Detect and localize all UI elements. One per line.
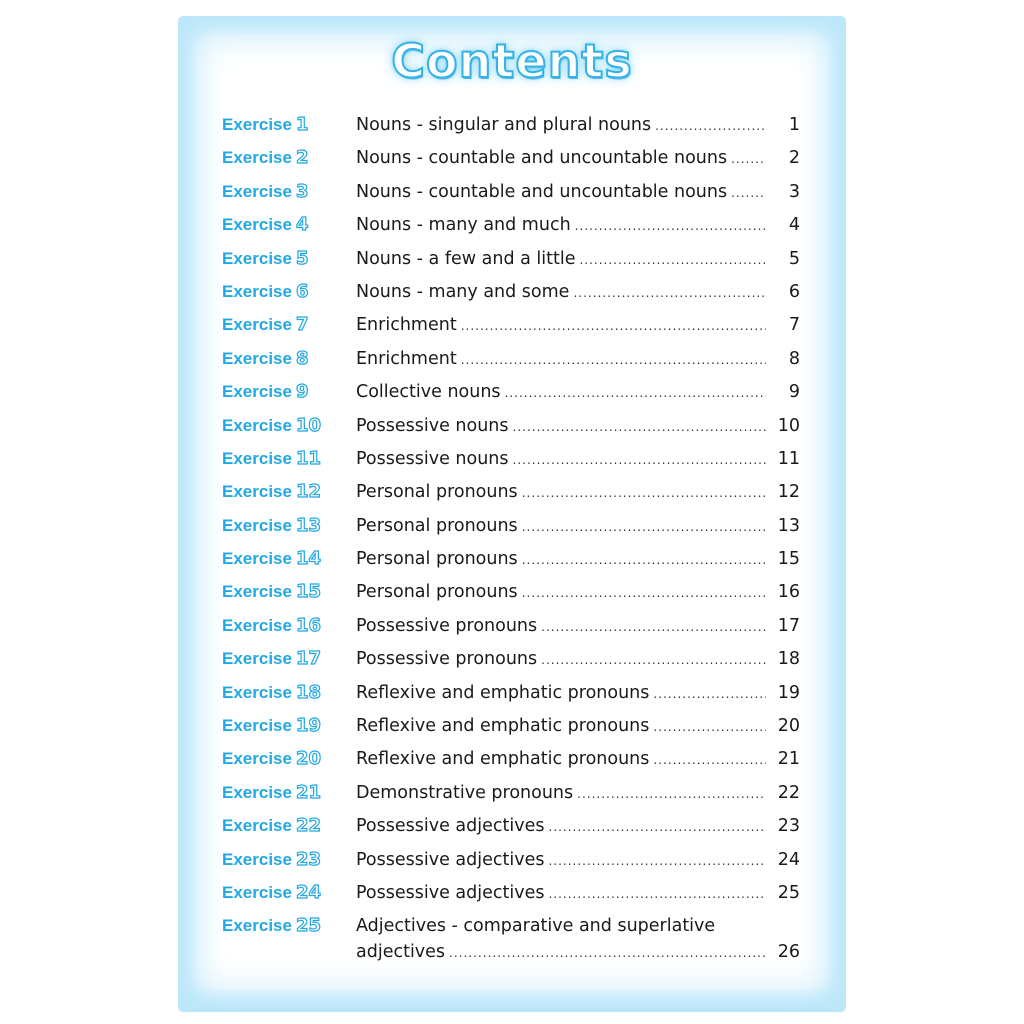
- topic-title: Possessive adjectives: [356, 816, 545, 837]
- topic: [356, 446, 766, 473]
- exercise-label: [222, 680, 321, 706]
- topic: [356, 145, 766, 172]
- exercise-number: 20: [295, 748, 322, 770]
- exercise-word: Exercise: [222, 849, 292, 869]
- topic-title: Possessive pronouns: [356, 615, 538, 636]
- dot-leader: [522, 480, 766, 506]
- exercise-number: 2: [295, 147, 309, 169]
- dot-leader: [653, 714, 766, 740]
- topic: [356, 112, 766, 139]
- topic: [356, 379, 766, 406]
- exercise-number: 22: [295, 815, 322, 837]
- exercise-word: Exercise: [222, 448, 292, 468]
- topic: [356, 179, 766, 206]
- page-title: Contents: [391, 34, 633, 88]
- exercise-word: Exercise: [222, 816, 292, 836]
- exercise-word: Exercise: [222, 415, 292, 435]
- dot-leader: [461, 347, 766, 373]
- exercise-label: [222, 145, 308, 171]
- topic-title: Nouns - many and much: [356, 215, 571, 236]
- topic-title: Demonstrative pronouns: [356, 782, 574, 803]
- contents-entry: [222, 513, 802, 546]
- page-number: 6: [788, 281, 800, 302]
- exercise-number: 19: [295, 715, 322, 737]
- topic: [356, 913, 766, 966]
- topic-title: Nouns - countable and uncountable nouns: [356, 181, 728, 202]
- page-number: 9: [788, 382, 800, 403]
- exercise-word: Exercise: [222, 115, 292, 134]
- topic: [356, 546, 766, 573]
- exercise-word: Exercise: [222, 615, 292, 635]
- contents-entry: [222, 246, 802, 279]
- contents-entry: [222, 479, 802, 512]
- exercise-number: 25: [295, 915, 322, 937]
- exercise-word: Exercise: [222, 348, 292, 368]
- topic: [356, 479, 766, 506]
- dot-leader: [575, 213, 766, 239]
- exercise-number: 6: [295, 280, 309, 302]
- exercise-number: 12: [295, 481, 322, 503]
- topic-title: Possessive nouns: [356, 448, 509, 469]
- exercise-label: [222, 446, 321, 472]
- dot-leader: [513, 447, 766, 473]
- topic-title: Enrichment: [356, 348, 457, 369]
- page-number: 1: [788, 115, 800, 135]
- page-number: 22: [777, 782, 800, 803]
- page-number: 24: [777, 849, 800, 870]
- page-number: 4: [788, 215, 800, 236]
- topic: [356, 212, 766, 239]
- dot-leader: [522, 580, 766, 606]
- page-number: 12: [777, 482, 800, 503]
- topic-title: Personal pronouns: [356, 549, 518, 570]
- exercise-number: 4: [295, 214, 309, 236]
- topic: [356, 312, 766, 339]
- exercise-word: Exercise: [222, 882, 292, 902]
- exercise-label: [222, 713, 321, 739]
- exercise-number: 11: [295, 447, 322, 469]
- contents-entry: [222, 613, 802, 646]
- topic-title: Nouns - singular and plural nouns: [356, 115, 652, 135]
- exercise-label: [222, 513, 321, 539]
- exercise-word: Exercise: [222, 682, 292, 702]
- exercise-number: 17: [295, 648, 322, 670]
- exercise-number: 5: [295, 247, 309, 269]
- exercise-word: Exercise: [222, 248, 292, 268]
- exercise-word: Exercise: [222, 749, 292, 769]
- page-number: 10: [777, 415, 800, 436]
- page-number: 23: [777, 816, 800, 837]
- topic-title: Possessive pronouns: [356, 649, 538, 670]
- contents-entry: [222, 413, 802, 446]
- topic: [356, 246, 766, 273]
- page-number: 8: [788, 348, 800, 369]
- exercise-number: 13: [295, 514, 322, 536]
- contents-entry: [222, 346, 802, 379]
- contents-entry: [222, 680, 802, 713]
- topic-title: Personal pronouns: [356, 482, 518, 503]
- exercise-number: 10: [295, 414, 322, 436]
- exercise-number: 24: [295, 881, 322, 903]
- page-number: 2: [788, 148, 800, 169]
- exercise-word: Exercise: [222, 782, 292, 802]
- exercise-word: Exercise: [222, 515, 292, 535]
- contents-entry: [222, 746, 802, 779]
- topic: [356, 279, 766, 306]
- page-number: 26: [777, 942, 800, 963]
- exercise-label: [222, 646, 321, 672]
- dot-leader: [548, 814, 766, 840]
- topic: [356, 780, 766, 807]
- dot-leader: [548, 848, 766, 874]
- exercise-label: [222, 780, 321, 806]
- exercise-number: 18: [295, 681, 322, 703]
- page-number: 16: [777, 582, 800, 603]
- topic-title: Collective nouns: [356, 382, 501, 403]
- contents-entry: [222, 446, 802, 479]
- exercise-word: Exercise: [222, 181, 292, 201]
- contents-entry: [222, 179, 802, 212]
- page-number: 5: [788, 248, 800, 269]
- topic: [356, 413, 766, 440]
- exercise-label: [222, 847, 321, 873]
- exercise-number: 14: [295, 548, 322, 570]
- topic: [356, 847, 766, 874]
- topic-title-continued: [356, 939, 766, 966]
- exercise-label: [222, 246, 308, 272]
- topic-title: Reflexive and emphatic pronouns: [356, 682, 650, 703]
- exercise-number: 23: [295, 848, 322, 870]
- topic: [356, 746, 766, 773]
- contents-entry: [222, 813, 802, 846]
- dot-leader: [731, 146, 766, 172]
- exercise-number: 1: [295, 114, 309, 135]
- contents-entry: [222, 579, 802, 612]
- dot-leader: [505, 380, 766, 406]
- topic-title: Nouns - a few and a little: [356, 248, 576, 269]
- topic-title: Reflexive and emphatic pronouns: [356, 716, 650, 737]
- exercise-word: Exercise: [222, 582, 292, 602]
- topic-title: Possessive adjectives: [356, 849, 545, 870]
- exercise-label: [222, 579, 321, 605]
- dot-leader: [461, 313, 766, 339]
- contents-entry: [222, 212, 802, 245]
- exercise-number: 15: [295, 581, 322, 603]
- topic-title: Nouns - many and some: [356, 281, 570, 302]
- page-number: 7: [788, 315, 800, 336]
- topic-title: Reflexive and emphatic pronouns: [356, 749, 650, 770]
- exercise-number: 7: [295, 314, 309, 336]
- topic-title-line2: adjectives: [356, 942, 446, 963]
- exercise-label: [222, 546, 321, 572]
- contents-entry: [222, 145, 802, 178]
- page-number: 20: [777, 716, 800, 737]
- exercise-word: Exercise: [222, 649, 292, 669]
- topic: [356, 346, 766, 373]
- page-number: 11: [777, 448, 800, 469]
- dot-leader: [653, 747, 766, 773]
- exercise-number: 3: [295, 180, 309, 202]
- topic: [356, 813, 766, 840]
- page-number: 18: [777, 649, 800, 670]
- page-number: 19: [777, 682, 800, 703]
- dot-leader: [522, 514, 766, 540]
- dot-leader: [579, 247, 766, 273]
- dot-leader: [548, 881, 766, 907]
- exercise-number: 9: [295, 381, 309, 403]
- topic: [356, 613, 766, 640]
- exercise-label: [222, 179, 308, 205]
- dot-leader: [522, 547, 766, 573]
- exercise-label: [222, 379, 308, 405]
- dot-leader: [731, 180, 766, 206]
- exercise-label: [222, 112, 308, 138]
- exercise-word: Exercise: [222, 716, 292, 736]
- exercise-word: Exercise: [222, 549, 292, 569]
- topic: [356, 880, 766, 907]
- dot-leader: [513, 414, 766, 440]
- exercise-word: Exercise: [222, 281, 292, 301]
- exercise-word: Exercise: [222, 482, 292, 502]
- dot-leader: [541, 614, 766, 640]
- topic-title: Personal pronouns: [356, 582, 518, 603]
- topic-title: Possessive adjectives: [356, 882, 545, 903]
- contents-entry: [222, 379, 802, 412]
- topic-title: Nouns - countable and uncountable nouns: [356, 148, 728, 169]
- dot-leader: [573, 280, 766, 306]
- page-number: 3: [788, 181, 800, 202]
- dot-leader: [449, 940, 766, 966]
- topic: [356, 579, 766, 606]
- topic-title: Enrichment: [356, 315, 457, 336]
- exercise-label: [222, 312, 308, 338]
- exercise-label: [222, 746, 321, 772]
- contents-list: [222, 112, 802, 969]
- exercise-label: [222, 346, 308, 372]
- topic-title: Possessive nouns: [356, 415, 509, 436]
- exercise-number: 8: [295, 347, 309, 369]
- page-number: 13: [777, 515, 800, 536]
- contents-entry: [222, 780, 802, 813]
- exercise-label: [222, 613, 321, 639]
- page-number: 25: [777, 882, 800, 903]
- topic: [356, 713, 766, 740]
- contents-entry: [222, 713, 802, 746]
- contents-entry: [222, 112, 802, 145]
- contents-entry: [222, 546, 802, 579]
- exercise-word: Exercise: [222, 382, 292, 402]
- topic-title: Adjectives - comparative and superlative: [356, 916, 716, 937]
- page-number: 21: [777, 749, 800, 770]
- exercise-label: [222, 880, 321, 906]
- dot-leader: [655, 113, 766, 139]
- contents-entry: [222, 646, 802, 679]
- page-number: 17: [777, 615, 800, 636]
- exercise-number: 16: [295, 614, 322, 636]
- exercise-label: [222, 413, 321, 439]
- dot-leader: [577, 781, 766, 807]
- exercise-label: [222, 212, 308, 238]
- dot-leader: [541, 647, 766, 673]
- page-number: 15: [777, 549, 800, 570]
- exercise-word: Exercise: [222, 315, 292, 335]
- contents-entry: [222, 847, 802, 880]
- contents-entry: [222, 880, 802, 913]
- exercise-number: 21: [295, 781, 322, 803]
- contents-entry: [222, 312, 802, 345]
- exercise-label: [222, 813, 321, 839]
- contents-entry: [222, 279, 802, 312]
- exercise-label: [222, 479, 321, 505]
- dot-leader: [653, 681, 766, 707]
- topic: [356, 646, 766, 673]
- exercise-word: Exercise: [222, 148, 292, 168]
- exercise-word: Exercise: [222, 215, 292, 235]
- contents-entry: [222, 913, 802, 969]
- exercise-label: [222, 913, 321, 939]
- exercise-label: [222, 279, 308, 305]
- topic-title: Personal pronouns: [356, 515, 518, 536]
- topic: [356, 680, 766, 707]
- topic: [356, 513, 766, 540]
- exercise-word: Exercise: [222, 916, 292, 936]
